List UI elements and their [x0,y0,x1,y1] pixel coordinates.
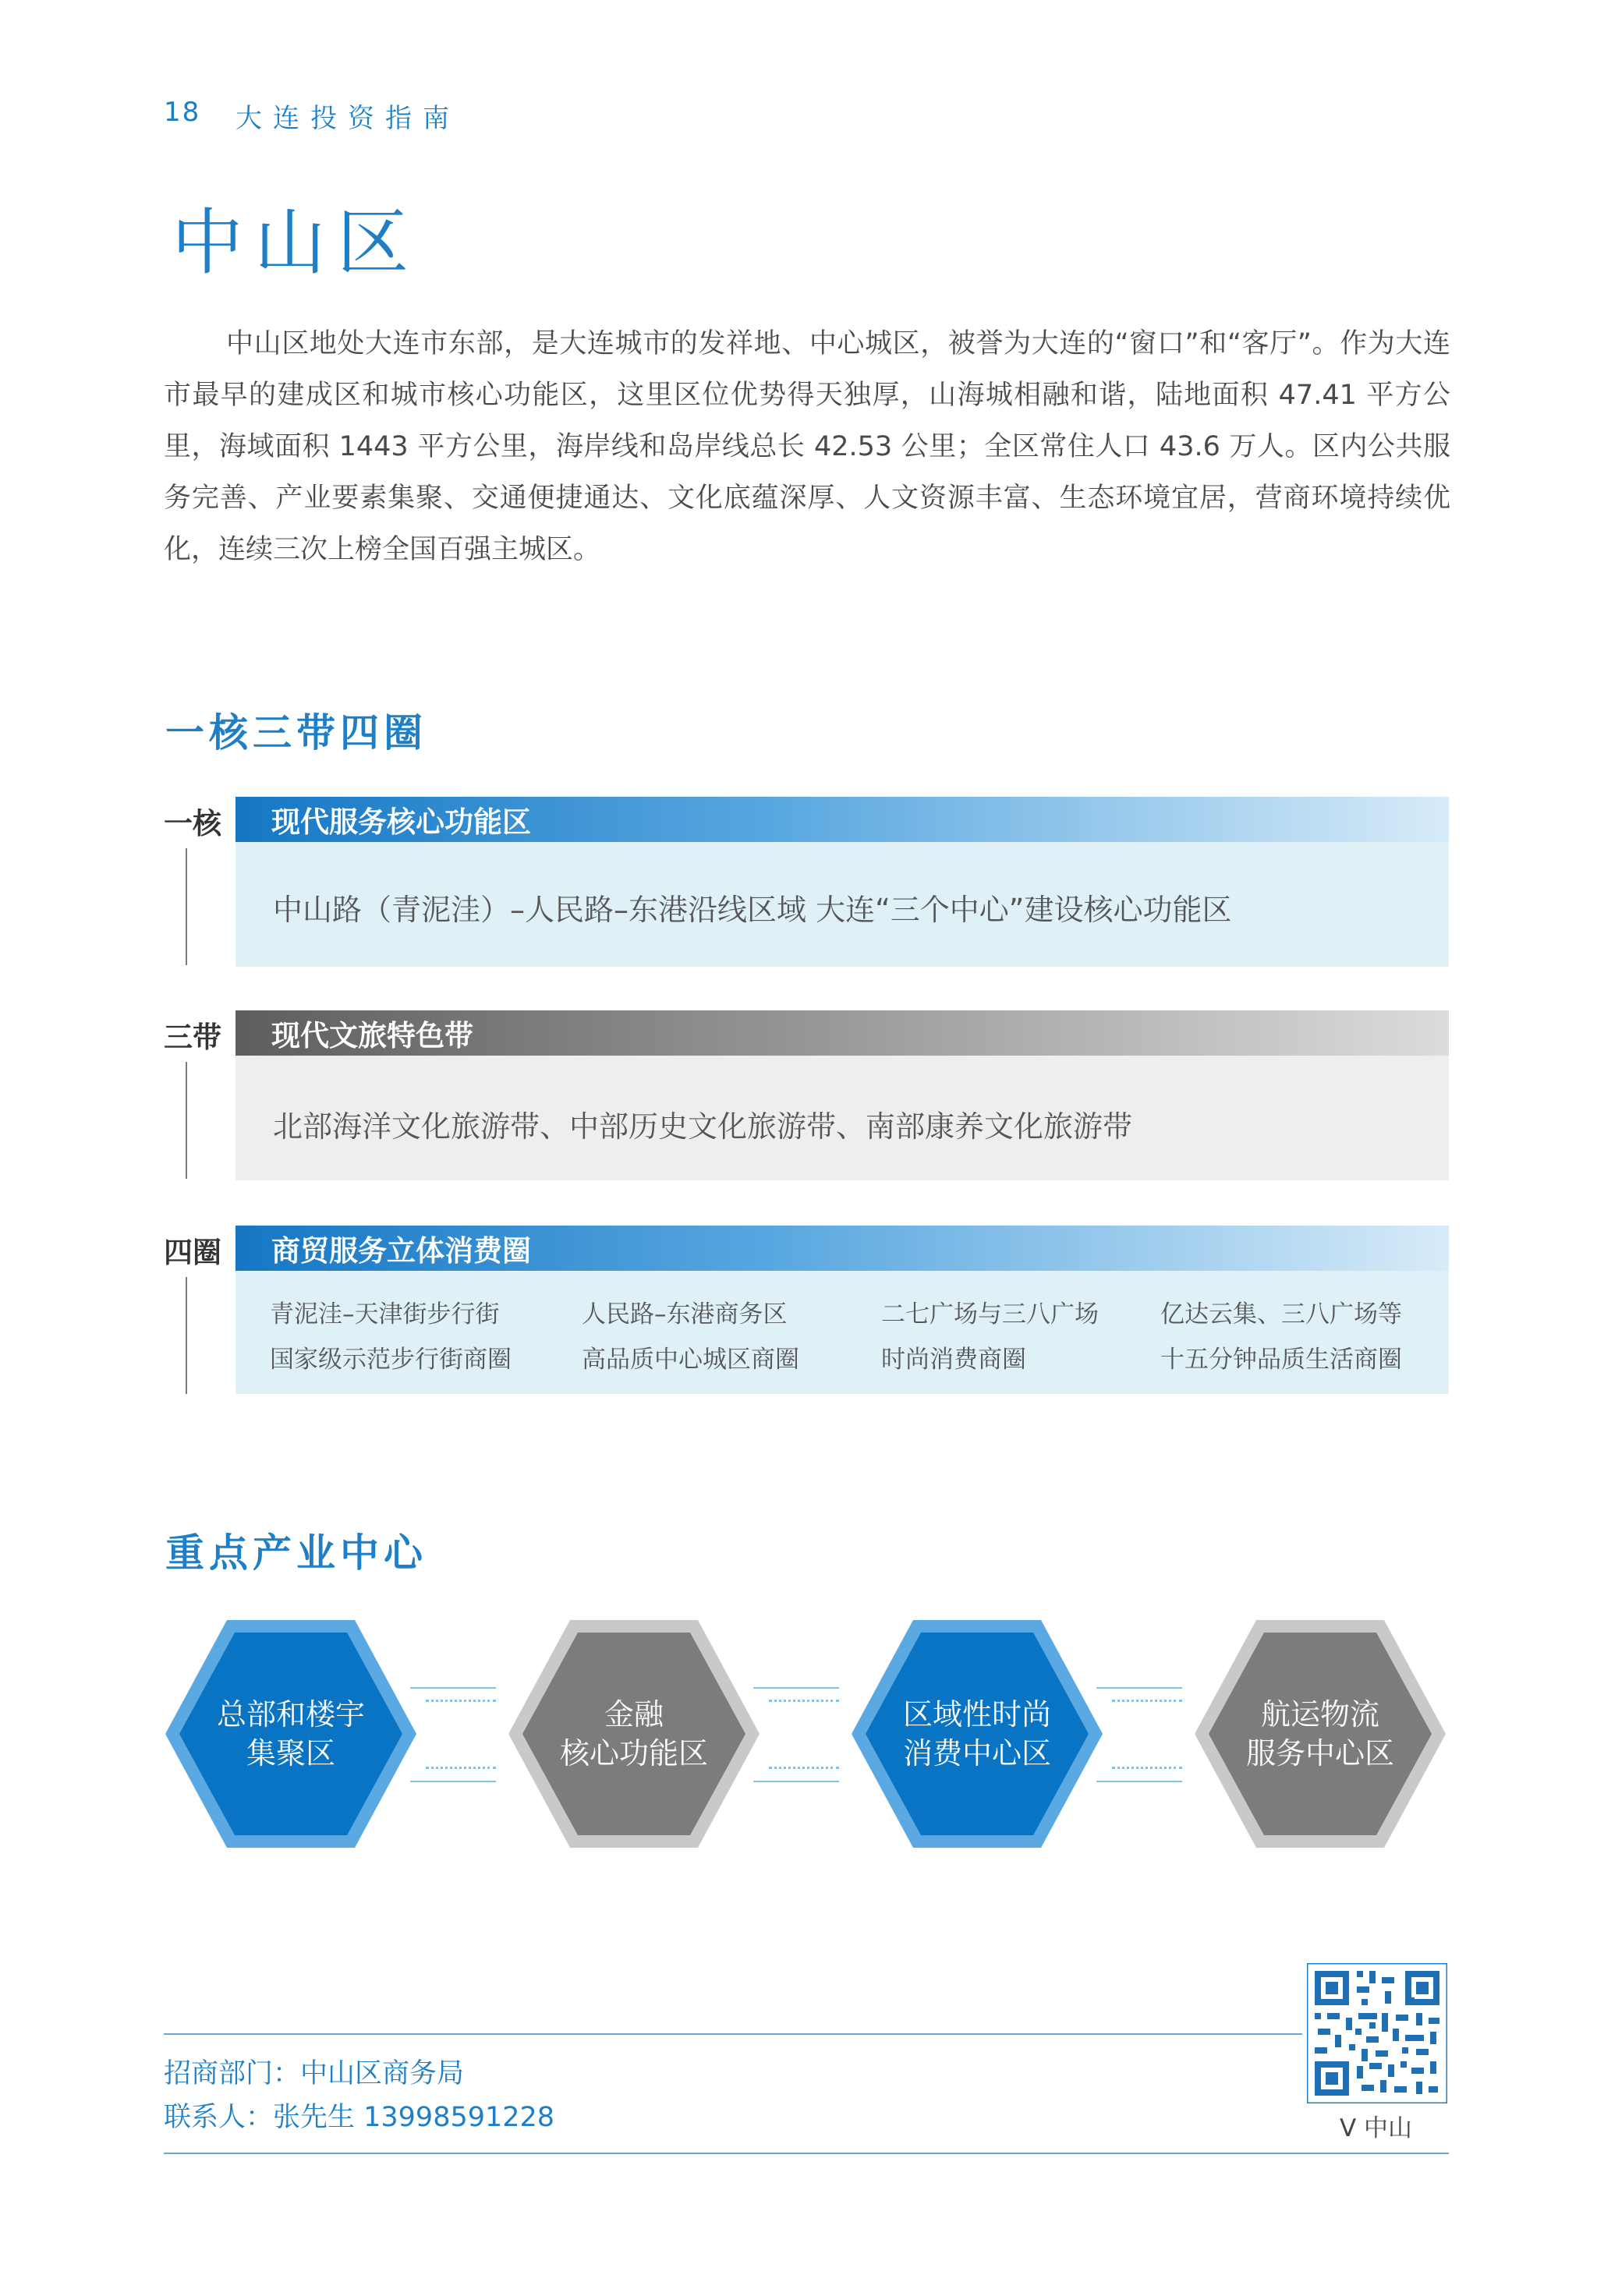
section-title-layout: 一核三带四圈 [165,709,427,755]
section-title-industry: 重点产业中心 [165,1530,427,1576]
circles-label: 四圈 [164,1236,221,1269]
belts-label: 三带 [164,1021,221,1054]
circle-item-1-line1: 青泥洼–天津街步行街 [270,1300,500,1328]
core-bar: 现代服务核心功能区 [235,797,1449,842]
hexagon-label-line2: 集聚区 [246,1736,335,1771]
circles-bar: 商贸服务立体消费圈 [235,1226,1449,1271]
circle-item-4-line2: 十五分钟品质生活商圈 [1160,1346,1402,1374]
hexagon-finance [505,1617,763,1851]
document-title: 大连投资指南 [235,103,460,134]
circle-item-2-line1: 人民路–东港商务区 [582,1300,788,1328]
circle-item-3-line1: 二七广场与三八广场 [881,1300,1099,1328]
circle-item-1-line2: 国家级示范步行街商圈 [270,1346,512,1374]
belts-text: 北部海洋文化旅游带、中部历史文化旅游带、南部康养文化旅游带 [273,1109,1133,1144]
core-divider [186,848,187,965]
qr-code-icon[interactable] [1307,1963,1447,2103]
core-label: 一核 [164,807,221,840]
belts-divider [186,1062,187,1179]
footer-divider-bottom [164,2153,1449,2154]
hexagon-label-line1: 总部和楼宇 [216,1697,365,1732]
hexagon-label-line2: 消费中心区 [902,1736,1051,1771]
hexagon-hq-buildings [162,1617,420,1851]
qr-caption: V 中山 [1340,2114,1413,2142]
hexagon-label-line1: 区域性时尚 [902,1697,1051,1732]
core-text: 中山路（青泥洼）–人民路–东港沿线区域 大连“三个中心”建设核心功能区 [273,893,1232,927]
hexagon-label-line1: 航运物流 [1260,1697,1379,1732]
hexagon-label-line2: 核心功能区 [559,1736,708,1771]
hexagon-shipping-logistics [1192,1617,1449,1851]
page-number: 18 [164,97,201,128]
investment-department: 招商部门：中山区商务局 [164,2058,465,2089]
intro-paragraph: 中山区地处大连市东部，是大连城市的发祥地、中心城区，被誉为大连的“窗口”和“客厅”。作为大连市最早的建成区和城市核心功能区，这里区位优势得天独厚，山海城相融和谐，陆地面积 47.41 平方公里，海域面积 1443 平方公里，海岸线和岛岸线总长 42.53 公里；全区常住人口 43.6 万人。区内公共服务完善、产业要素集聚、交通便捷通达、文化底蕴深厚、人文资源丰富、生态环境宜居，营商环境持续优化，连续三次上榜全国百强主城区。 [164,328,1450,565]
contact-person: 联系人：张先生 13998591228 [164,2102,555,2133]
circle-item-4-line1: 亿达云集、三八广场等 [1160,1300,1402,1328]
district-title: 中山区 [172,201,420,285]
footer-divider-top [164,2033,1302,2035]
hexagon-fashion-consumption [848,1617,1106,1851]
belts-bar: 现代文旅特色带 [235,1010,1449,1056]
circles-panel [235,1271,1449,1394]
circle-item-2-line2: 高品质中心城区商圈 [582,1346,799,1374]
connector-2 [753,1687,839,1781]
circle-item-3-line2: 时尚消费商圈 [881,1346,1026,1374]
hexagon-label-line2: 服务中心区 [1245,1736,1394,1771]
connector-3 [1096,1687,1182,1781]
circles-divider [186,1277,187,1394]
connector-1 [410,1687,496,1781]
hexagon-label-line1: 金融 [604,1697,664,1732]
